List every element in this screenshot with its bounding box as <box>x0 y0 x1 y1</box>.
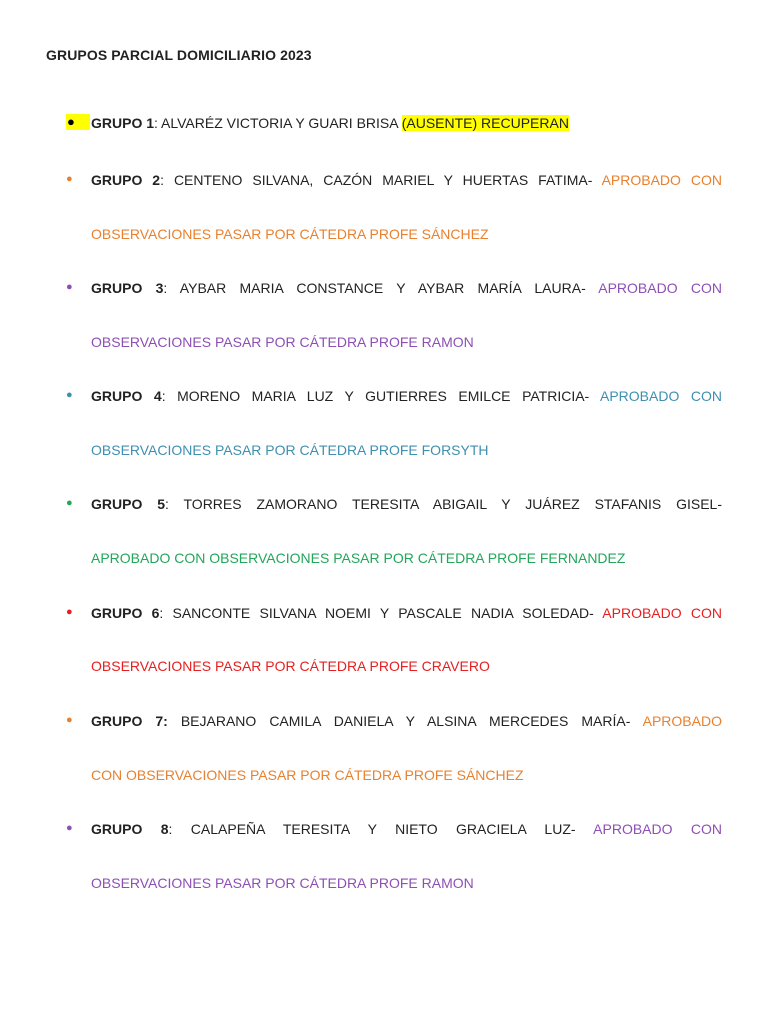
group-line <box>91 387 722 405</box>
group-label: GRUPO 2 <box>91 172 161 188</box>
group-line <box>91 279 722 297</box>
group-members: ALVARÉZ VICTORIA Y GUARI BRISA <box>157 115 402 131</box>
group-status: APROBADO CON <box>601 172 722 188</box>
bullet-icon: ● <box>66 281 73 293</box>
group-members: BEJARANO CAMILA DANIELA Y ALSINA MERCEDES MARÍA- <box>167 713 643 729</box>
group-status: (AUSENTE) RECUPERAN <box>401 115 569 131</box>
group-line <box>91 114 722 132</box>
group-line <box>91 495 722 513</box>
group-members: CALAPEÑA TERESITA Y NIETO GRACIELA LUZ- <box>172 821 594 837</box>
group-separator: : <box>161 388 166 404</box>
group-separator: : <box>165 496 169 512</box>
group-status: APROBADO CON <box>598 280 722 296</box>
bullet-icon: ● <box>66 114 90 130</box>
group-label: GRUPO 3 <box>91 280 164 296</box>
group-separator: : <box>168 821 173 837</box>
bullet-icon: ● <box>66 822 73 834</box>
group-separator: : <box>160 172 164 188</box>
group-status-continuation: OBSERVACIONES PASAR POR CÁTEDRA PROFE RAMON <box>91 875 474 891</box>
group-status-continuation: OBSERVACIONES PASAR POR CÁTEDRA PROFE CRAVERO <box>91 658 490 674</box>
group-members: CENTENO SILVANA, CAZÓN MARIEL Y HUERTAS FATIMA- <box>163 172 602 188</box>
group-status-continuation: OBSERVACIONES PASAR POR CÁTEDRA PROFE RAMON <box>91 334 474 350</box>
bullet-icon: ● <box>66 389 73 401</box>
group-label: GRUPO 7: <box>91 713 168 729</box>
group-label: GRUPO 4 <box>91 388 162 404</box>
group-separator: : <box>154 115 158 131</box>
group-status-continuation: APROBADO CON OBSERVACIONES PASAR POR CÁTEDRA PROFE FERNANDEZ <box>91 550 626 566</box>
group-status: APROBADO CON <box>602 605 722 621</box>
group-status: APROBADO CON <box>600 388 723 404</box>
bullet-icon: ● <box>66 606 73 618</box>
group-status-continuation: OBSERVACIONES PASAR POR CÁTEDRA PROFE FORSYTH <box>91 442 489 458</box>
group-members: AYBAR MARIA CONSTANCE Y AYBAR MARÍA LAURA- <box>167 280 599 296</box>
bullet-icon: ● <box>66 497 73 509</box>
bullet-icon: ● <box>66 714 73 726</box>
group-separator: : <box>163 280 168 296</box>
group-line <box>91 171 722 189</box>
group-line <box>91 820 722 838</box>
group-label: GRUPO 6 <box>91 605 160 621</box>
group-members: TORRES ZAMORANO TERESITA ABIGAIL Y JUÁREZ STAFANIS GISEL- <box>168 496 722 512</box>
group-label: GRUPO 5 <box>91 496 165 512</box>
group-status-continuation: CON OBSERVACIONES PASAR POR CÁTEDRA PROFE SÁNCHEZ <box>91 767 524 783</box>
group-status-continuation: OBSERVACIONES PASAR POR CÁTEDRA PROFE SÁNCHEZ <box>91 226 489 242</box>
page-title: GRUPOS PARCIAL DOMICILIARIO 2023 <box>46 47 312 63</box>
group-separator: : <box>159 605 164 621</box>
group-label: GRUPO 8 <box>91 821 169 837</box>
group-line <box>91 712 722 730</box>
group-members: SANCONTE SILVANA NOEMI Y PASCALE NADIA SOLEDAD- <box>163 605 603 621</box>
group-status: APROBADO CON <box>593 821 723 837</box>
group-label: GRUPO 1 <box>91 115 155 131</box>
bullet-icon: ● <box>66 173 73 185</box>
group-members: MORENO MARIA LUZ Y GUTIERRES EMILCE PATRICIA- <box>165 388 600 404</box>
group-status: APROBADO <box>642 713 722 729</box>
group-line <box>91 604 722 622</box>
